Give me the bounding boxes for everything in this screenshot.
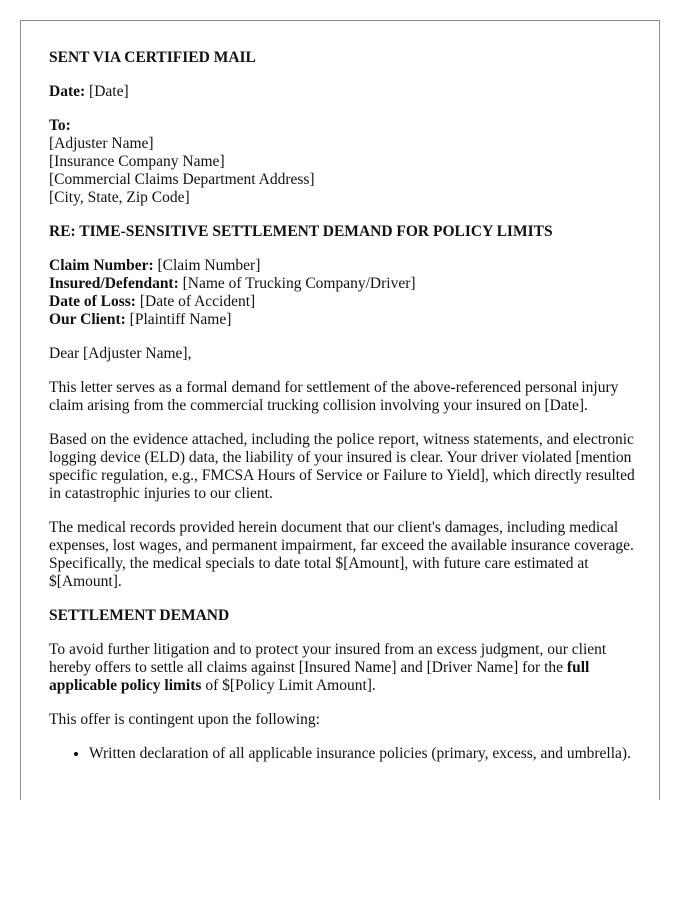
recipient-line: [Insurance Company Name] <box>49 153 225 170</box>
salutation: Dear [Adjuster Name], <box>49 345 192 362</box>
recipient-line: [City, State, Zip Code] <box>49 189 190 206</box>
our-client-label: Our Client: <box>49 311 126 328</box>
claim-number-line <box>49 257 639 275</box>
to-label: To: <box>49 117 71 134</box>
body-paragraph: This letter serves as a formal demand for settlement of the above-referenced personal injury claim arising from the commercial trucking collision involving your insured on [Date]. <box>49 379 619 414</box>
date-of-loss-value: [Date of Accident] <box>135 293 256 310</box>
our-client-line <box>49 311 639 329</box>
body-paragraph: Based on the evidence attached, including the police report, witness statements, and electronic logging device (ELD) data, the liability of your insured is clear. Your driver violated [mention specific regulation, e.g., FMCSA Hours of Service or Failure to Yield], which directly resulted in catastrophic injuries to our client. <box>49 431 635 502</box>
demand-emphasis: full applicable policy limits <box>49 659 590 694</box>
conditions-list <box>49 745 639 763</box>
claim-details <box>49 257 639 329</box>
demand-text-end: of $[Policy Limit Amount]. <box>201 677 376 694</box>
date-of-loss-line <box>49 293 639 311</box>
date-line <box>49 83 639 101</box>
insured-value: [Name of Trucking Company/Driver] <box>178 275 416 292</box>
insured-line <box>49 275 639 293</box>
recipient-line: [Commercial Claims Department Address] <box>49 171 315 188</box>
body-paragraph: The medical records provided herein document that our client's damages, including medical expenses, lost wages, and permanent impairment, far exceed the available insurance coverage. Specifically, the medical specials to date total $[Amount], with future care estimated at $[Amount]. <box>49 519 634 590</box>
insured-label: Insured/Defendant: <box>49 275 179 292</box>
date-value: [Date] <box>85 83 129 100</box>
claim-number-value: [Claim Number] <box>153 257 261 274</box>
date-of-loss-label: Date of Loss: <box>49 293 136 310</box>
recipient-line: [Adjuster Name] <box>49 135 154 152</box>
our-client-value: [Plaintiff Name] <box>125 311 232 328</box>
list-item: • Written declaration of all applicable insurance policies (primary, excess, and umbrella). <box>89 745 639 763</box>
contingency-intro: This offer is contingent upon the following: <box>49 711 320 728</box>
delivery-method: SENT VIA CERTIFIED MAIL <box>49 49 256 66</box>
recipient-block <box>49 117 639 207</box>
letter-content <box>49 49 639 763</box>
re-line: RE: TIME-SENSITIVE SETTLEMENT DEMAND FOR POLICY LIMITS <box>49 223 553 240</box>
section-heading: SETTLEMENT DEMAND <box>49 607 230 624</box>
date-label: Date: <box>49 83 86 100</box>
demand-text: To avoid further litigation and to protect your insured from an excess judgment, our client hereby offers to settle all claims against [Insured Name] and [Driver Name] for the <box>49 641 607 676</box>
letter-page <box>20 20 660 800</box>
claim-number-label: Claim Number: <box>49 257 154 274</box>
demand-paragraph <box>49 641 639 695</box>
